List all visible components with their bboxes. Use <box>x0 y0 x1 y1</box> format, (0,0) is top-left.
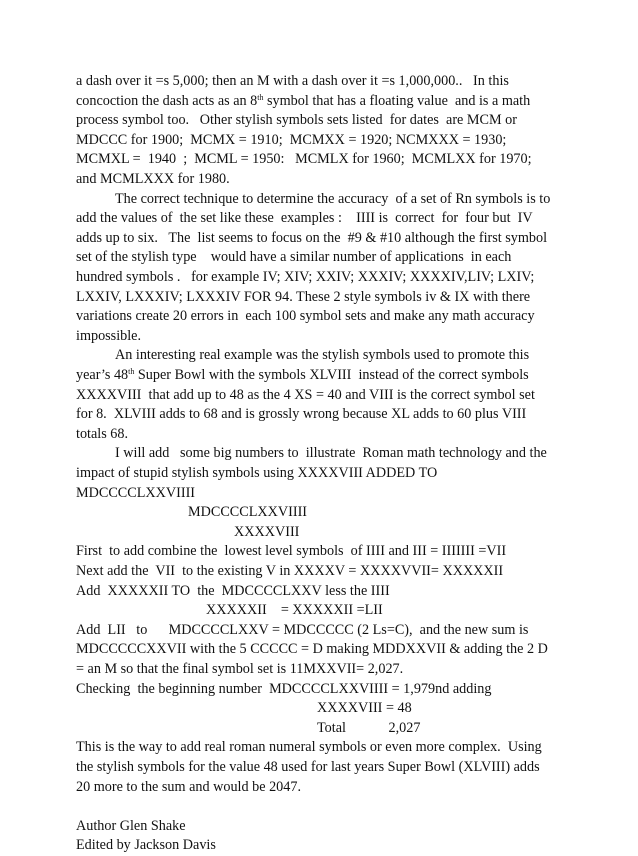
text-line: Next add the VII to the existing V in XXXXV = XXXXVVII= XXXXXII <box>76 563 504 579</box>
text-line: An interesting real example was the stylish symbols used to promote this <box>115 347 530 364</box>
text-line: and MCMLXXX for 1980. <box>76 171 230 187</box>
text-line: The correct technique to determine the accuracy of a set of Rn symbols is to <box>115 190 551 207</box>
text-line: add the values of the set like these examples : IIII is correct for four but IV <box>76 210 533 227</box>
superscript: th <box>257 92 264 102</box>
text-line: year’s 48th Super Bowl with the symbols XLVIII instead of the correct symbols <box>76 367 529 383</box>
text-line: set of the stylish type would have a similar number of applications in each <box>76 249 512 266</box>
text-line: Edited by Jackson Davis <box>76 837 216 854</box>
text-line: hundred symbols . for example IV; XIV; XXIV; XXXIV; XXXXIV,LIV; LXIV; <box>76 269 535 285</box>
text-line: Author Glen Shake <box>76 817 186 834</box>
text-line: MDCCCCLXXVIIII <box>76 484 196 501</box>
text-line: First to add combine the lowest level symbols of IIII and III = IIIIIII =VII <box>76 543 507 560</box>
text-line: Add XXXXXII TO the MDCCCCLXXV less the IIII <box>76 582 390 599</box>
text-line: MDCCC for 1900; MCMX = 1910; MCMXX = 1920; NCMXXX = 1930; <box>76 131 507 148</box>
text-line: MDCCCCCXXVII with the 5 CCCCC = D making MDDXXVII & adding the 2 D <box>76 641 548 658</box>
superscript: th <box>128 367 135 376</box>
text-line: 20 more to the sum and would be 2047. <box>76 778 301 795</box>
text-line: adds up to six. The list seems to focus on the #9 & #10 although the first symbol <box>76 229 548 246</box>
text-line: impossible. <box>76 327 142 344</box>
text-line: XXXXVIII <box>234 523 300 540</box>
text-line: totals 68. <box>76 425 129 442</box>
text-line: XXXXVIII that add up to 48 as the 4 XS = 40 and VIII is the correct symbol set <box>76 386 535 403</box>
text-line: impact of stupid stylish symbols using XXXXVIII ADDED TO <box>76 465 438 481</box>
text-line: I will add some big numbers to illustrate Roman math technology and the <box>115 445 547 462</box>
text-line: XXXXVIII = 48 <box>317 700 412 717</box>
text-line: a dash over it =s 5,000; then an M with a dash over it =s 1,000,000.. In this <box>76 73 509 89</box>
text-line: variations create 20 errors in each 100 symbol sets and make any math accuracy <box>76 308 535 325</box>
text-line: concoction the dash acts as an 8th symbol that has a floating value and is a math <box>76 92 531 109</box>
text-line: MCMXL = 1940 ; MCML = 1950: MCMLX for 1960; MCMLXX for 1970; <box>76 151 532 168</box>
text-line: MDCCCCLXXVIIII <box>188 504 308 521</box>
text-line: Checking the beginning number MDCCCCLXXVIIII = 1,979nd adding <box>76 680 492 697</box>
text-line: Total 2,027 <box>317 719 421 736</box>
text-line: XXXXXII = XXXXXII =LII <box>206 602 383 619</box>
text-line: process symbol too. Other stylish symbols sets listed for dates are MCM or <box>76 112 517 129</box>
text-line: LXXIV, LXXXIV; LXXXIV FOR 94. These 2 style symbols iv & IX with there <box>76 288 531 305</box>
text-line: for 8. XLVIII adds to 68 and is grossly wrong because XL adds to 60 plus VIII <box>76 406 527 423</box>
text-line: the stylish symbols for the value 48 used for last years Super Bowl (XLVIII) adds <box>76 759 540 775</box>
text-line: Add LII to MDCCCCLXXV = MDCCCCC (2 Ls=C), and the new sum is <box>76 621 529 638</box>
text-line: = an M so that the final symbol set is 11MXXVII= 2,027. <box>76 661 404 677</box>
text-line: This is the way to add real roman numeral symbols or even more complex. Using <box>76 739 542 756</box>
